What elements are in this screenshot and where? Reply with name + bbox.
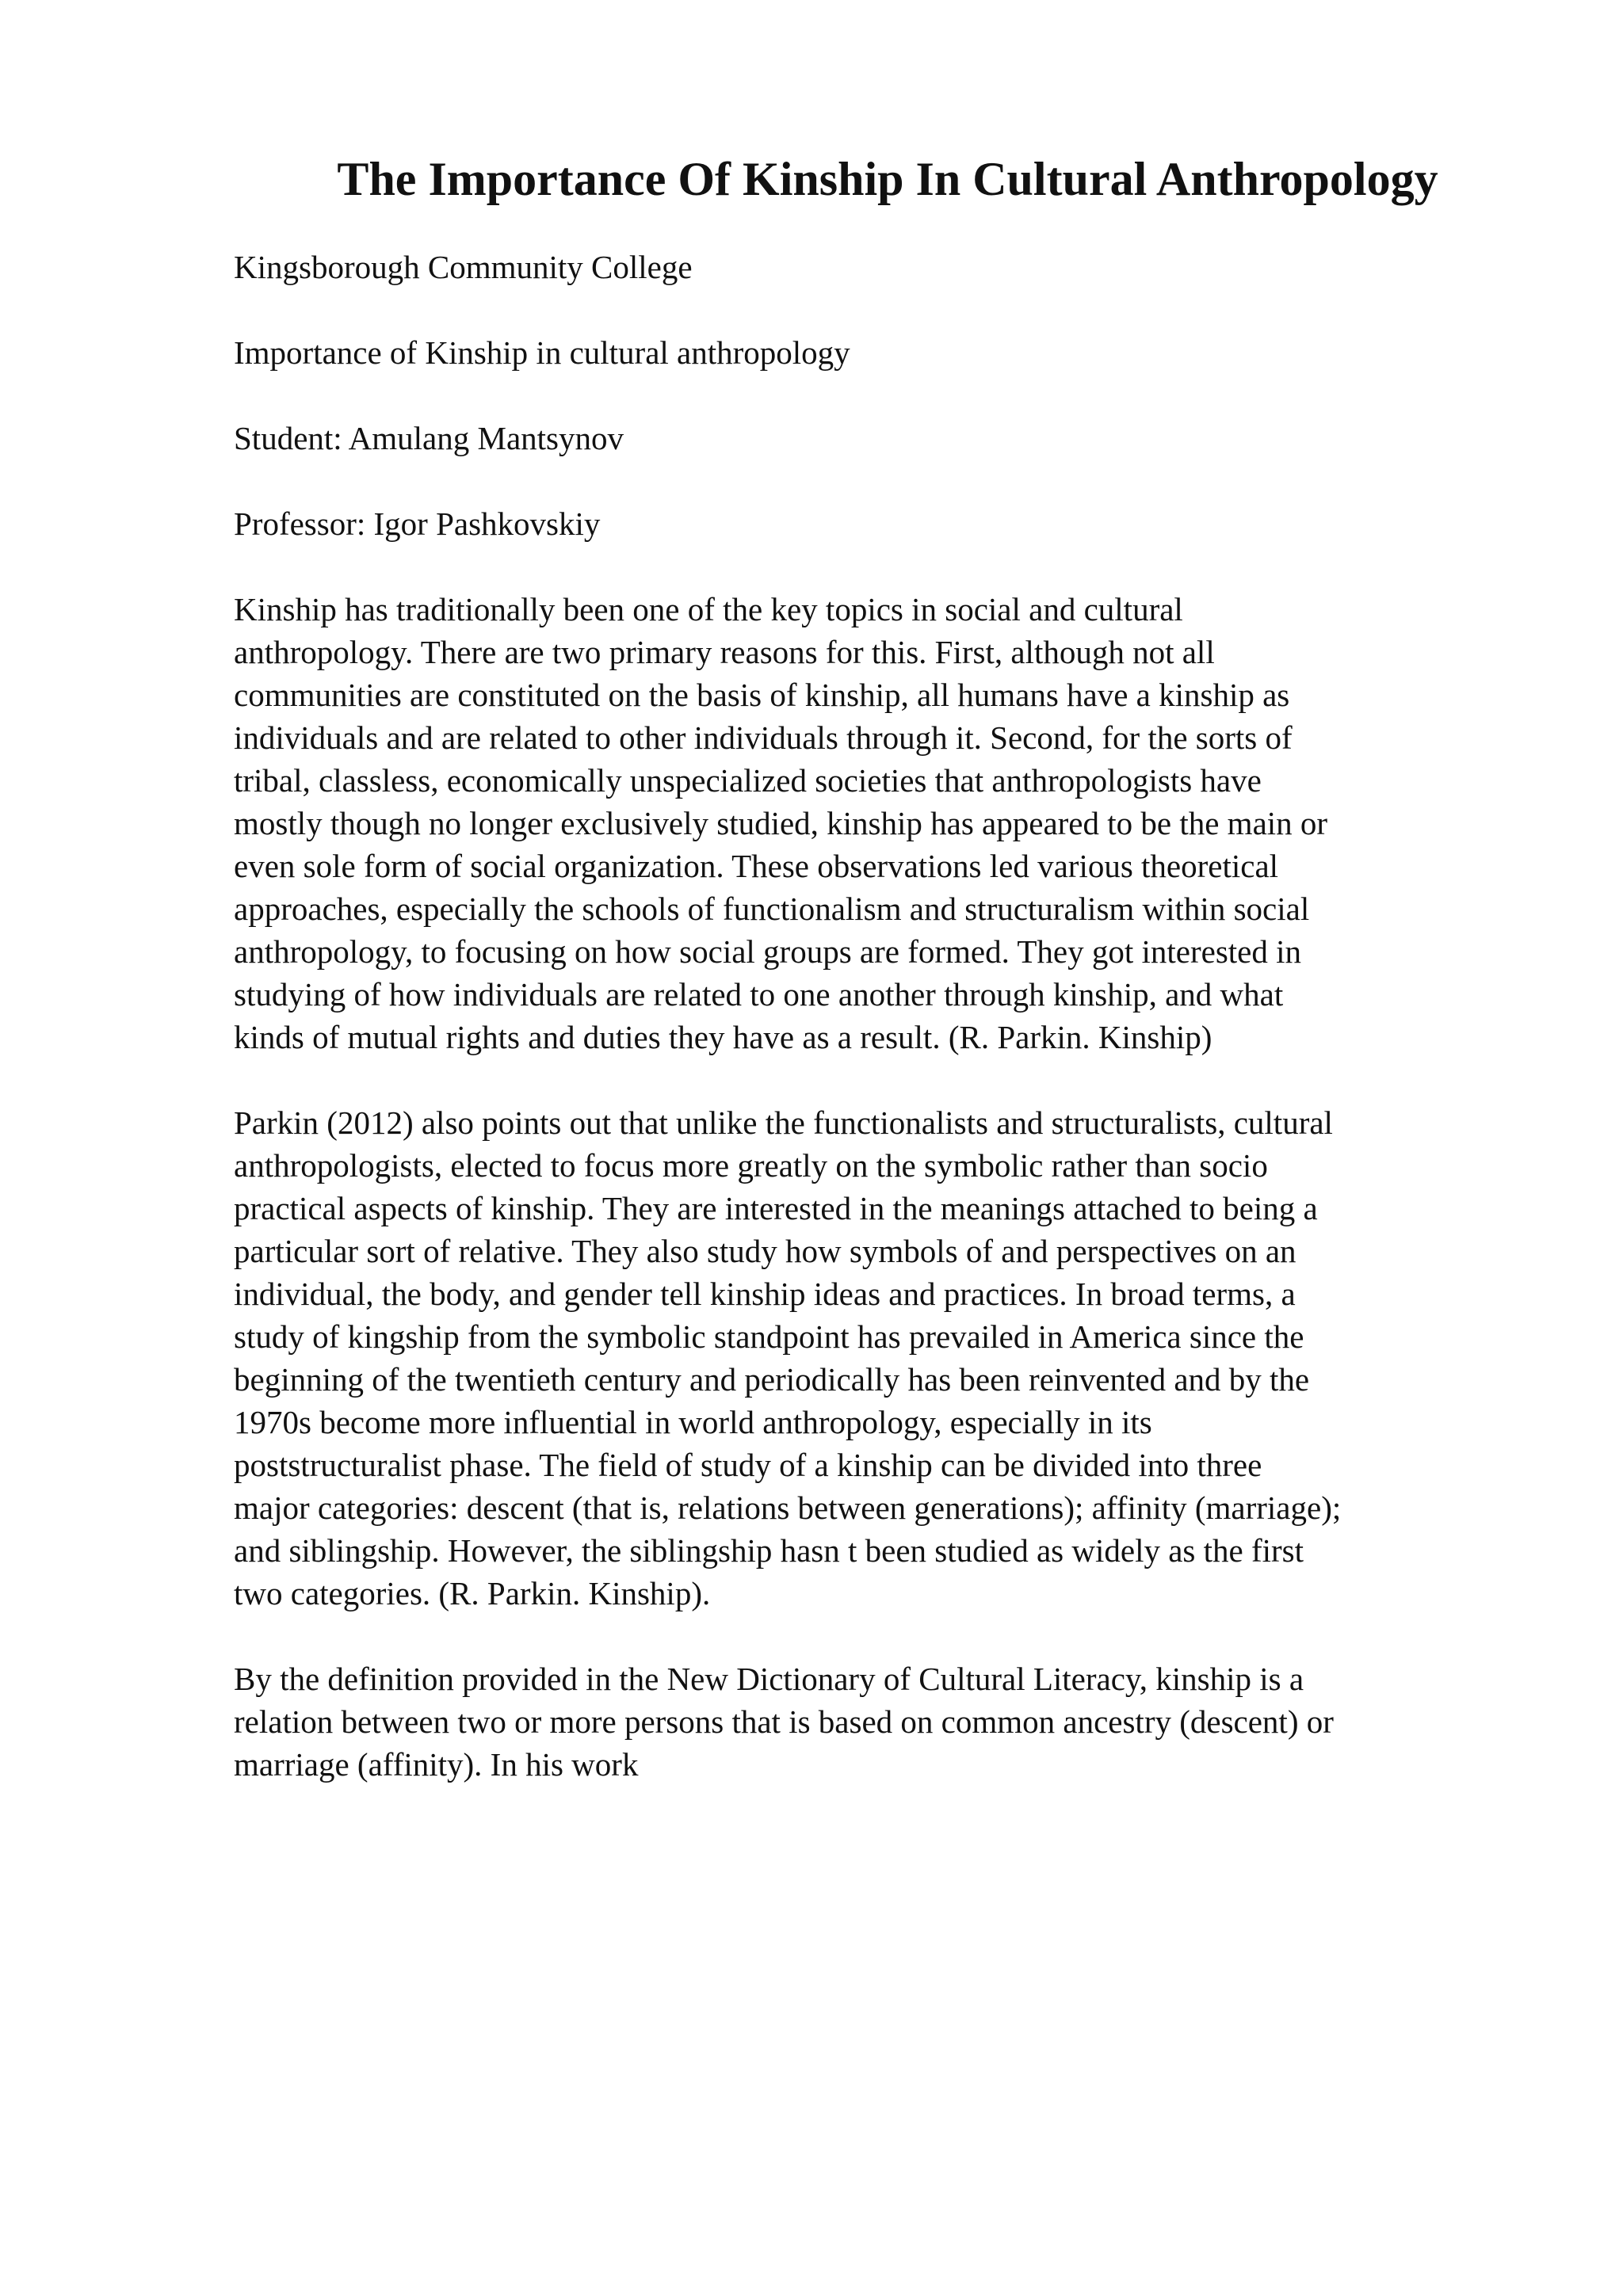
college-name: Kingsborough Community College <box>234 249 693 285</box>
paragraph-line: individuals and are related to other individuals through it. Second, for the sorts of <box>234 719 1293 756</box>
paragraph-line: Parkin (2012) also points out that unlike the functionalists and structuralists, cultural <box>234 1104 1333 1141</box>
paragraph-line: two categories. (R. Parkin. Kinship). <box>234 1575 711 1611</box>
paragraph-line: mostly though no longer exclusively studied, kinship has appeared to be the main or <box>234 805 1328 841</box>
paragraph-line: kinds of mutual rights and duties they have as a result. (R. Parkin. Kinship) <box>234 1019 1212 1055</box>
body-paragraph <box>234 1657 1518 1786</box>
body-paragraphs <box>234 588 1518 1786</box>
paragraph-line: even sole form of social organization. These observations led various theoretical <box>234 848 1279 884</box>
paragraph-line: tribal, classless, economically unspecialized societies that anthropologists have <box>234 762 1262 799</box>
paragraph-line: anthropology. There are two primary reasons for this. First, although not all <box>234 634 1215 670</box>
paragraph-line: particular sort of relative. They also study how symbols of and perspectives on an <box>234 1233 1296 1269</box>
paragraph-line: Kinship has traditionally been one of the key topics in social and cultural <box>234 591 1183 627</box>
document-body <box>234 246 1518 1829</box>
paragraph-line: 1970s become more influential in world anthropology, especially in its <box>234 1404 1152 1440</box>
paragraph-line: approaches, especially the schools of functionalism and structuralism within social <box>234 891 1310 927</box>
paragraph-line: communities are constituted on the basis of kinship, all humans have a kinship as <box>234 677 1290 713</box>
paragraph-line: beginning of the twentieth century and periodically has been reinvented and by the <box>234 1361 1310 1398</box>
student-name: Student: Amulang Mantsynov <box>234 420 624 456</box>
paragraph-line: anthropologists, elected to focus more greatly on the symbolic rather than socio <box>234 1147 1268 1184</box>
paragraph-line: marriage (affinity). In his work <box>234 1746 639 1783</box>
paragraph-line: practical aspects of kinship. They are interested in the meanings attached to being a <box>234 1190 1318 1226</box>
professor-name: Professor: Igor Pashkovskiy <box>234 505 601 542</box>
body-paragraph <box>234 588 1518 1058</box>
document-title: The Importance Of Kinship In Cultural Anthropology <box>337 153 1438 205</box>
course-topic: Importance of Kinship in cultural anthropology <box>234 334 850 371</box>
paragraph-line: study of kingship from the symbolic standpoint has prevailed in America since the <box>234 1318 1304 1355</box>
body-paragraph <box>234 1101 1518 1615</box>
paragraph-line: major categories: descent (that is, relations between generations); affinity (marriage); <box>234 1489 1342 1526</box>
paragraph-line: studying of how individuals are related to one another through kinship, and what <box>234 976 1284 1013</box>
paragraph-line: individual, the body, and gender tell kinship ideas and practices. In broad terms, a <box>234 1276 1296 1312</box>
paragraph-line: By the definition provided in the New Dictionary of Cultural Literacy, kinship is a <box>234 1661 1304 1697</box>
paragraph-line: anthropology, to focusing on how social groups are formed. They got interested in <box>234 933 1302 970</box>
paragraph-line: relation between two or more persons that is based on common ancestry (descent) or <box>234 1703 1334 1740</box>
paragraph-line: and siblingship. However, the siblingship hasn t been studied as widely as the first <box>234 1532 1304 1569</box>
paragraph-line: poststructuralist phase. The field of study of a kinship can be divided into three <box>234 1447 1262 1483</box>
